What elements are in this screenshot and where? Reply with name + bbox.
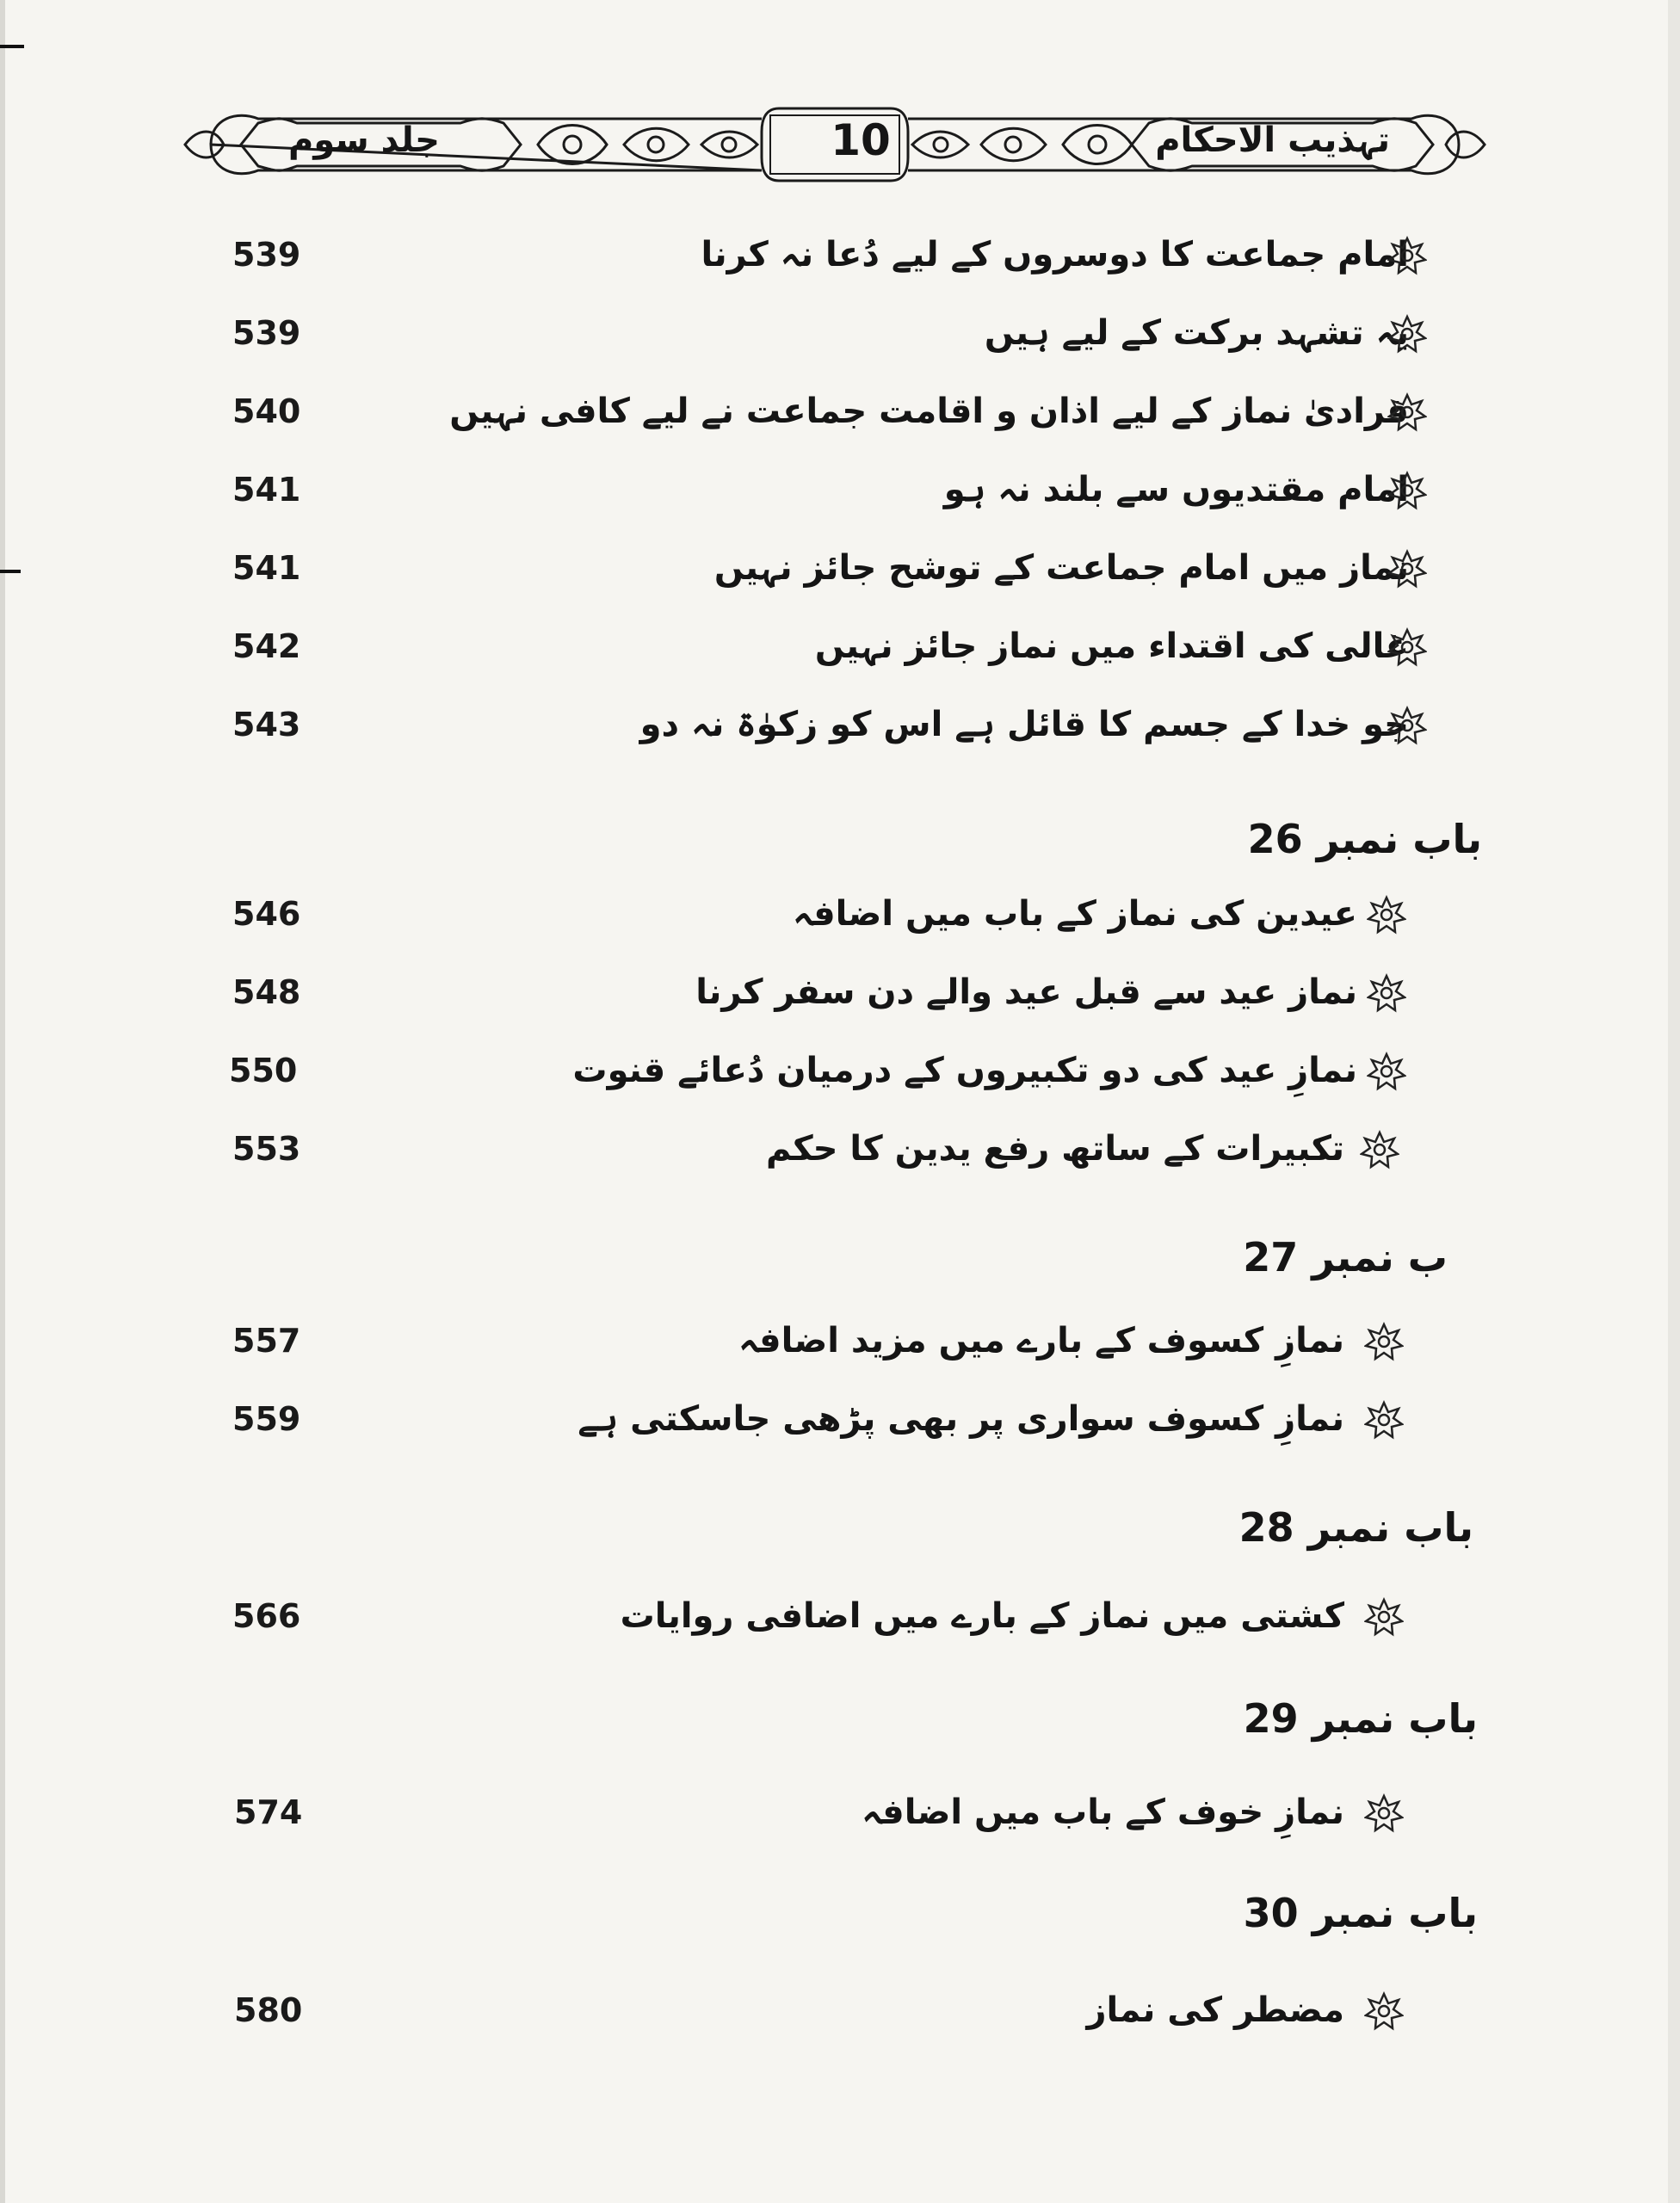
entry-page-number: 540 [232,392,301,430]
entry-page-number: 574 [234,1793,303,1831]
entry-page-number: 539 [232,314,301,352]
toc-entry [0,229,1680,289]
chapter-label: باب نمبر [1316,816,1482,862]
chapter-heading [1244,1883,1478,1943]
flower-ornament-icon [1364,1400,1404,1440]
chapter-number: 26 [1247,816,1303,862]
page-header [176,93,1493,196]
chapter-number: 28 [1238,1504,1294,1551]
entry-page-number: 541 [232,549,301,587]
entry-title: فرادیٰ نماز کے لیے اذان و اقامت جماعت نے لیے کافی نہیں [449,392,1409,431]
entry-title: نماز میں امام جماعت کے توشح جائز نہیں [713,548,1409,588]
toc-entry [0,386,1680,446]
entry-page-number: 553 [232,1130,301,1168]
toc-entry [0,464,1680,524]
entry-title: جو خدا کے جسم کا قائل ہے اس کو زکوٰۃ نہ دو [639,705,1409,744]
entry-page-number: 566 [232,1597,301,1635]
flower-ornament-icon [1387,471,1427,510]
flower-ornament-icon [1387,236,1427,275]
toc-entry [0,542,1680,602]
entry-title: تکبیرات کے ساتھ رفع یدین کا حکم [766,1129,1344,1169]
chapter-heading [1248,809,1482,869]
flower-ornament-icon [1367,895,1406,935]
toc-entry [0,1984,1680,2045]
toc-entry [0,1123,1680,1183]
entry-page-number: 550 [229,1052,298,1089]
flower-ornament-icon [1387,549,1427,589]
entry-page-number: 541 [232,471,301,509]
entry-title: امام جماعت کا دوسروں کے لیے دُعا نہ کرنا [701,235,1409,275]
entry-page-number: 539 [232,236,301,274]
entry-page-number: 559 [232,1400,301,1438]
entry-title: یہ تشہد برکت کے لیے ہیں [984,313,1409,353]
entry-title: امام مقتدیوں سے بلند نہ ہو [943,470,1409,509]
entry-page-number: 542 [232,627,301,665]
flower-ornament-icon [1367,1052,1406,1091]
entry-title: نمازِ کسوف سواری پر بھی پڑھی جاسکتی ہے [578,1399,1344,1439]
flower-ornament-icon [1360,1130,1399,1169]
chapter-number: 29 [1243,1695,1299,1742]
chapter-heading [1243,1227,1448,1287]
toc-entry [0,888,1680,948]
chapter-heading [1244,1688,1478,1749]
chapter-heading [1239,1497,1473,1558]
flower-ornament-icon [1387,627,1427,667]
flower-ornament-icon [1364,1793,1404,1833]
page-number: 10 [831,115,891,165]
entry-title: مضطر کی نماز [1086,1990,1344,2030]
toc-entry [0,620,1680,681]
entry-title: نمازِ خوف کے باب میں اضافہ [862,1793,1344,1832]
entry-title: نماز عید سے قبل عید والے دن سفر کرنا [695,972,1357,1012]
toc-entry [0,1045,1680,1105]
flower-ornament-icon [1364,1991,1404,2031]
chapter-label: باب نمبر [1312,1890,1478,1936]
entry-title: کشتی میں نماز کے بارے میں اضافی روایات [620,1596,1344,1636]
chapter-label: باب نمبر [1312,1695,1478,1742]
toc-entry [0,1393,1680,1453]
flower-ornament-icon [1387,706,1427,745]
chapter-label: ب نمبر [1312,1234,1448,1280]
toc-entry [0,307,1680,367]
toc-entry [0,1315,1680,1375]
entry-title: غالی کی اقتداء میں نماز جائز نہیں [814,626,1409,666]
entry-page-number: 548 [232,973,301,1011]
entry-title: نمازِ کسوف کے بارے میں مزید اضافہ [738,1321,1344,1361]
toc-entry [0,1590,1680,1651]
entry-page-number: 580 [234,1991,303,2029]
toc-entry [0,966,1680,1027]
flower-ornament-icon [1387,392,1427,432]
book-title: تہذیب الاحکام [1155,120,1390,160]
toc-entry [0,699,1680,759]
entry-page-number: 543 [232,706,301,744]
toc-entry [0,1786,1680,1847]
flower-ornament-icon [1387,314,1427,354]
flower-ornament-icon [1364,1322,1404,1361]
volume-label: جلد سوم [288,120,440,160]
entry-title: نمازِ عید کی دو تکبیروں کے درمیان دُعائے قنوت [572,1051,1357,1090]
entry-page-number: 557 [232,1322,301,1360]
chapter-number: 30 [1243,1890,1299,1936]
flower-ornament-icon [1364,1597,1404,1637]
chapter-number: 27 [1243,1234,1299,1280]
chapter-label: باب نمبر [1307,1504,1473,1551]
scan-mark [0,45,24,48]
flower-ornament-icon [1367,973,1406,1013]
entry-title: عیدین کی نماز کے باب میں اضافہ [793,894,1357,934]
entry-page-number: 546 [232,895,301,933]
